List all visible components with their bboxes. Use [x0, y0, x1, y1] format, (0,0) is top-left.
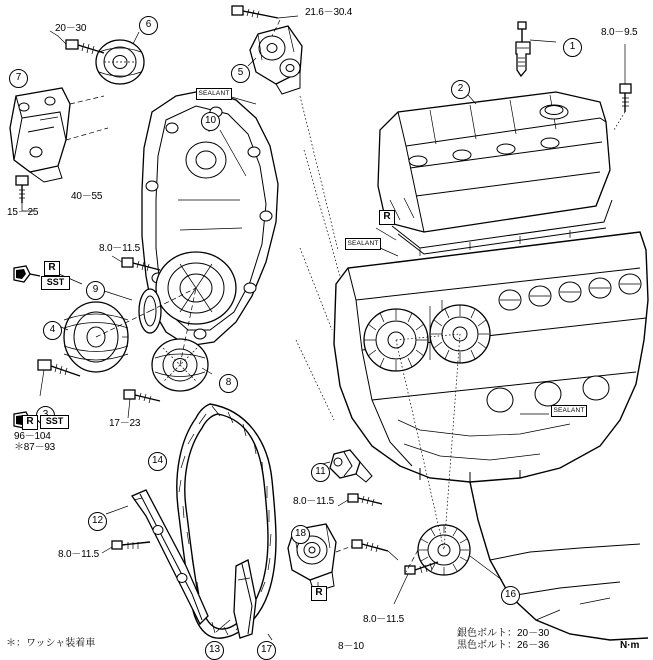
- torque-label-8-0-11-5-cover: 8.0－11.5: [99, 243, 141, 254]
- replace-tag-chain-tensioner: R: [311, 586, 327, 601]
- unit-label-nm: N·m: [620, 640, 640, 651]
- callout-10: 10: [201, 112, 220, 131]
- part-bracket-7: [10, 88, 70, 182]
- footnote-washer: ＊：ワッシャ装着車: [6, 638, 96, 649]
- bolt-gear-16: [394, 562, 438, 604]
- part-chain-tension-guide-13: [234, 560, 256, 638]
- camshaft-lobes: [499, 274, 641, 310]
- torque-label-8-0-11-5-guide: 8.0－11.5: [58, 549, 100, 560]
- sst-tag-oil-seal: SST: [41, 276, 70, 290]
- callout-18: 18: [291, 525, 310, 544]
- replace-tag-oil-seal: R: [44, 261, 60, 276]
- bolt-legend-silver: 銀色ボルト：20－30: [457, 628, 550, 639]
- bolt-17-23: [124, 390, 160, 418]
- part-chain-guide-12: [132, 490, 208, 624]
- part-belt-tensioner-5: [250, 26, 302, 94]
- torque-label-21-6-30-4: 21.6－30.4: [305, 7, 353, 18]
- part-spark-plug-1: [516, 22, 556, 76]
- bolt-sensor-11: [338, 494, 382, 506]
- bolt-guide-12: [102, 541, 150, 553]
- bolt-15-25: [16, 176, 34, 211]
- sealant-tag-front-cover: SEALANT: [196, 88, 232, 100]
- callout-9: 9: [86, 281, 105, 300]
- callout-16: 16: [501, 586, 520, 605]
- bolt-8-0-9-5: [620, 44, 631, 112]
- part-valve-cover-2: [378, 92, 610, 232]
- callout-2: 2: [451, 80, 470, 99]
- part-idler-pulley-6: [96, 40, 144, 84]
- callout-1: 1: [563, 38, 582, 57]
- callout-13: 13: [205, 641, 224, 660]
- torque-label-15-25: 15－25: [7, 207, 39, 218]
- torque-label-20-30: 20－30: [55, 23, 87, 34]
- torque-label-96-104: 96－104: [14, 431, 51, 442]
- torque-label-8-0-11-5-sensor: 8.0－11.5: [293, 496, 335, 507]
- sst-tag-crank-bolt: SST: [40, 415, 69, 429]
- replace-tag-valve-cover: R: [379, 210, 395, 225]
- sst-tool-icon: [14, 266, 40, 428]
- torque-label-40-55: 40－55: [71, 191, 103, 202]
- callout-8: 8: [219, 374, 238, 393]
- torque-label-8-0-9-5: 8.0－9.5: [601, 27, 638, 38]
- callout-17: 17: [257, 641, 276, 660]
- sealant-tag-head-left: SEALANT: [345, 238, 381, 250]
- callout-11: 11: [311, 463, 330, 482]
- bolt-tensioner-18: [352, 540, 398, 560]
- sealant-tag-block-right: SEALANT: [551, 405, 587, 417]
- bolt-20-30: [50, 31, 104, 54]
- bolt-legend-black: 黒色ボルト：26－36: [457, 640, 550, 651]
- callout-14: 14: [148, 452, 167, 471]
- callout-4: 4: [43, 321, 62, 340]
- torque-label-17-23: 17－23: [109, 418, 141, 429]
- callout-12: 12: [88, 512, 107, 531]
- callout-7: 7: [9, 69, 28, 88]
- part-cylinder-head-block: [334, 232, 648, 482]
- part-block-lower: [470, 482, 648, 640]
- callout-6: 6: [139, 16, 158, 35]
- torque-label-87-93: ＊87－93: [14, 442, 56, 453]
- part-crank-sensor-11: [330, 450, 372, 482]
- replace-tag-crank-bolt: R: [22, 415, 38, 430]
- callout-5: 5: [231, 64, 250, 83]
- torque-label-8-10: 8－10: [338, 641, 364, 652]
- bolt-crank-96-104: [38, 360, 80, 396]
- torque-label-8-0-11-5-gear: 8.0－11.5: [363, 614, 405, 625]
- bolt-21-6-30-4: [232, 6, 298, 18]
